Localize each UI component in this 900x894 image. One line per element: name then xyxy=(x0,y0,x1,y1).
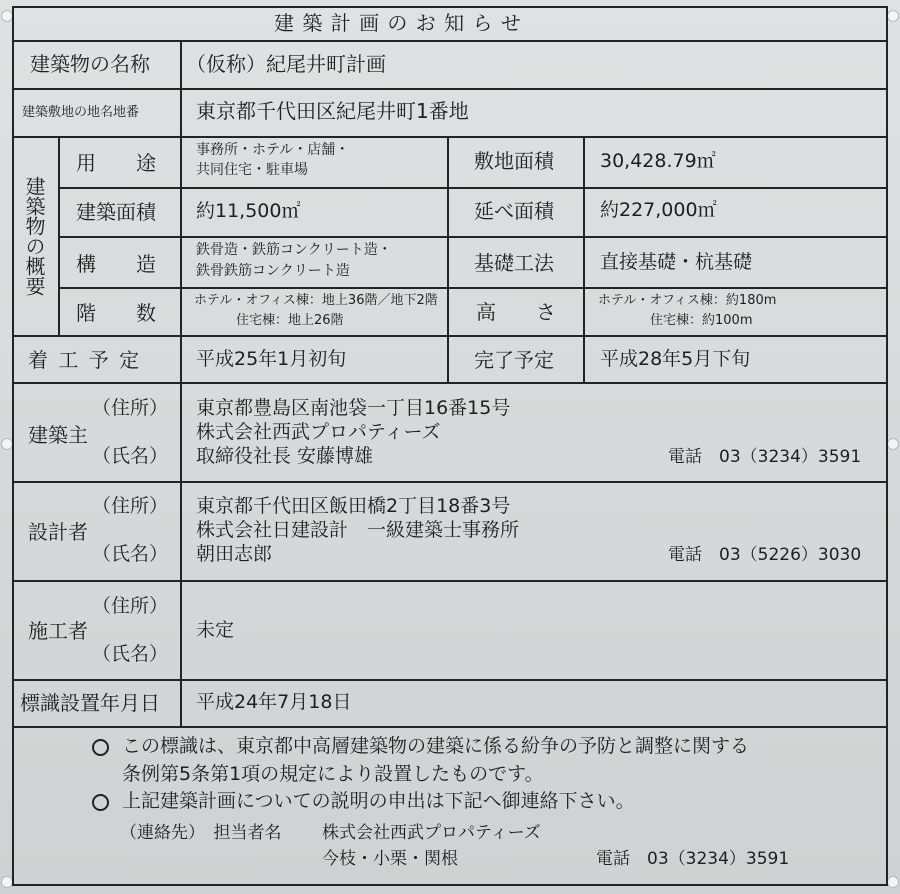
designer-label: 設計者 xyxy=(28,520,88,544)
use-value-1: 事務所・ホテル・店舗・ xyxy=(196,142,350,158)
height-value-2: 住宅棟：約100m xyxy=(650,313,753,328)
screw-bottom-right xyxy=(887,876,899,888)
use-value-2: 共同住宅・駐車場 xyxy=(196,162,308,178)
page-title: 建 築 計 画 の お 知 ら せ xyxy=(274,11,522,35)
designer-phone: 電話 03（5226）3030 xyxy=(668,545,862,565)
owner-name-label: （氏名） xyxy=(92,445,169,467)
designer-name-label: （氏名） xyxy=(92,543,169,565)
sign-date-label: 標識設置年月日 xyxy=(20,691,160,715)
contact-phone: 電話 03（3234）3591 xyxy=(596,849,790,869)
end-label: 完了予定 xyxy=(474,348,554,372)
designer-company: 株式会社日建設計 一級建築士事務所 xyxy=(196,519,520,541)
sign-date-value: 平成24年7月18日 xyxy=(196,691,352,713)
foundation-value: 直接基礎・杭基礎 xyxy=(600,251,753,273)
floors-value-1: ホテル・オフィス棟：地上36階／地下2階 xyxy=(194,293,438,308)
note-line-2: 条例第5条第1項の規定により設置したものです。 xyxy=(122,763,544,785)
owner-address: 東京都豊島区南池袋一丁目16番15号 xyxy=(196,397,511,419)
contractor-value: 未定 xyxy=(196,619,235,641)
site-area-label: 敷地面積 xyxy=(474,149,554,173)
contractor-name-label: （氏名） xyxy=(92,643,169,665)
note-bullet-icon xyxy=(92,739,109,756)
floor-area-value: 約227,000㎡ xyxy=(600,199,717,221)
height-value-1: ホテル・オフィス棟：約180m xyxy=(598,293,777,308)
floors-label: 階 数 xyxy=(76,301,156,325)
contractor-label: 施工者 xyxy=(28,619,88,643)
height-label: 高 さ xyxy=(476,300,556,324)
note-bullet-icon xyxy=(92,794,109,811)
floors-value-2: 住宅棟：地上26階 xyxy=(236,313,344,328)
screw-top-right xyxy=(887,10,899,22)
contact-names: 今枝・小栗・関根 xyxy=(322,849,458,869)
overview-group-label: 建築物の概要 xyxy=(22,176,46,296)
screw-mid-right xyxy=(887,438,899,450)
owner-company: 株式会社西武プロパティーズ xyxy=(196,421,441,443)
structure-label: 構 造 xyxy=(76,252,156,276)
structure-value-2: 鉄骨鉄筋コンクリート造 xyxy=(196,263,350,279)
designer-person: 朝田志郎 xyxy=(196,543,273,565)
building-area-value: 約11,500㎡ xyxy=(196,200,301,222)
designer-address: 東京都千代田区飯田橋2丁目18番3号 xyxy=(196,495,511,517)
building-name-value: （仮称）紀尾井町計画 xyxy=(186,52,386,76)
use-label: 用 途 xyxy=(76,151,156,175)
building-name-label: 建築物の名称 xyxy=(30,52,150,76)
start-value: 平成25年1月初旬 xyxy=(196,348,347,370)
structure-value-1: 鉄骨造・鉄筋コンクリート造・ xyxy=(196,242,392,258)
contact-label: （連絡先） 担当者名 xyxy=(120,823,282,843)
end-value: 平成28年5月下旬 xyxy=(600,348,751,370)
owner-address-label: （住所） xyxy=(92,397,169,419)
owner-label: 建築主 xyxy=(28,423,88,447)
site-area-value: 30,428.79㎡ xyxy=(600,150,716,172)
foundation-label: 基礎工法 xyxy=(474,251,554,275)
owner-person: 取締役社長 安藤博雄 xyxy=(196,445,374,467)
floor-area-label: 延べ面積 xyxy=(474,199,554,223)
building-area-label: 建築面積 xyxy=(76,200,156,224)
owner-phone: 電話 03（3234）3591 xyxy=(668,447,862,467)
site-address-label: 建築敷地の地名地番 xyxy=(22,105,140,120)
contractor-address-label: （住所） xyxy=(92,595,169,617)
contact-company: 株式会社西武プロパティーズ xyxy=(322,823,541,843)
note-line-1: この標識は、東京都中高層建築物の建築に係る紛争の予防と調整に関する xyxy=(122,735,750,757)
note-line-3: 上記建築計画についての説明の申出は下記へ御連絡下さい。 xyxy=(122,790,635,812)
start-label: 着 工 予 定 xyxy=(28,348,142,372)
designer-address-label: （住所） xyxy=(92,495,169,517)
site-address-value: 東京都千代田区紀尾井町1番地 xyxy=(196,99,469,123)
